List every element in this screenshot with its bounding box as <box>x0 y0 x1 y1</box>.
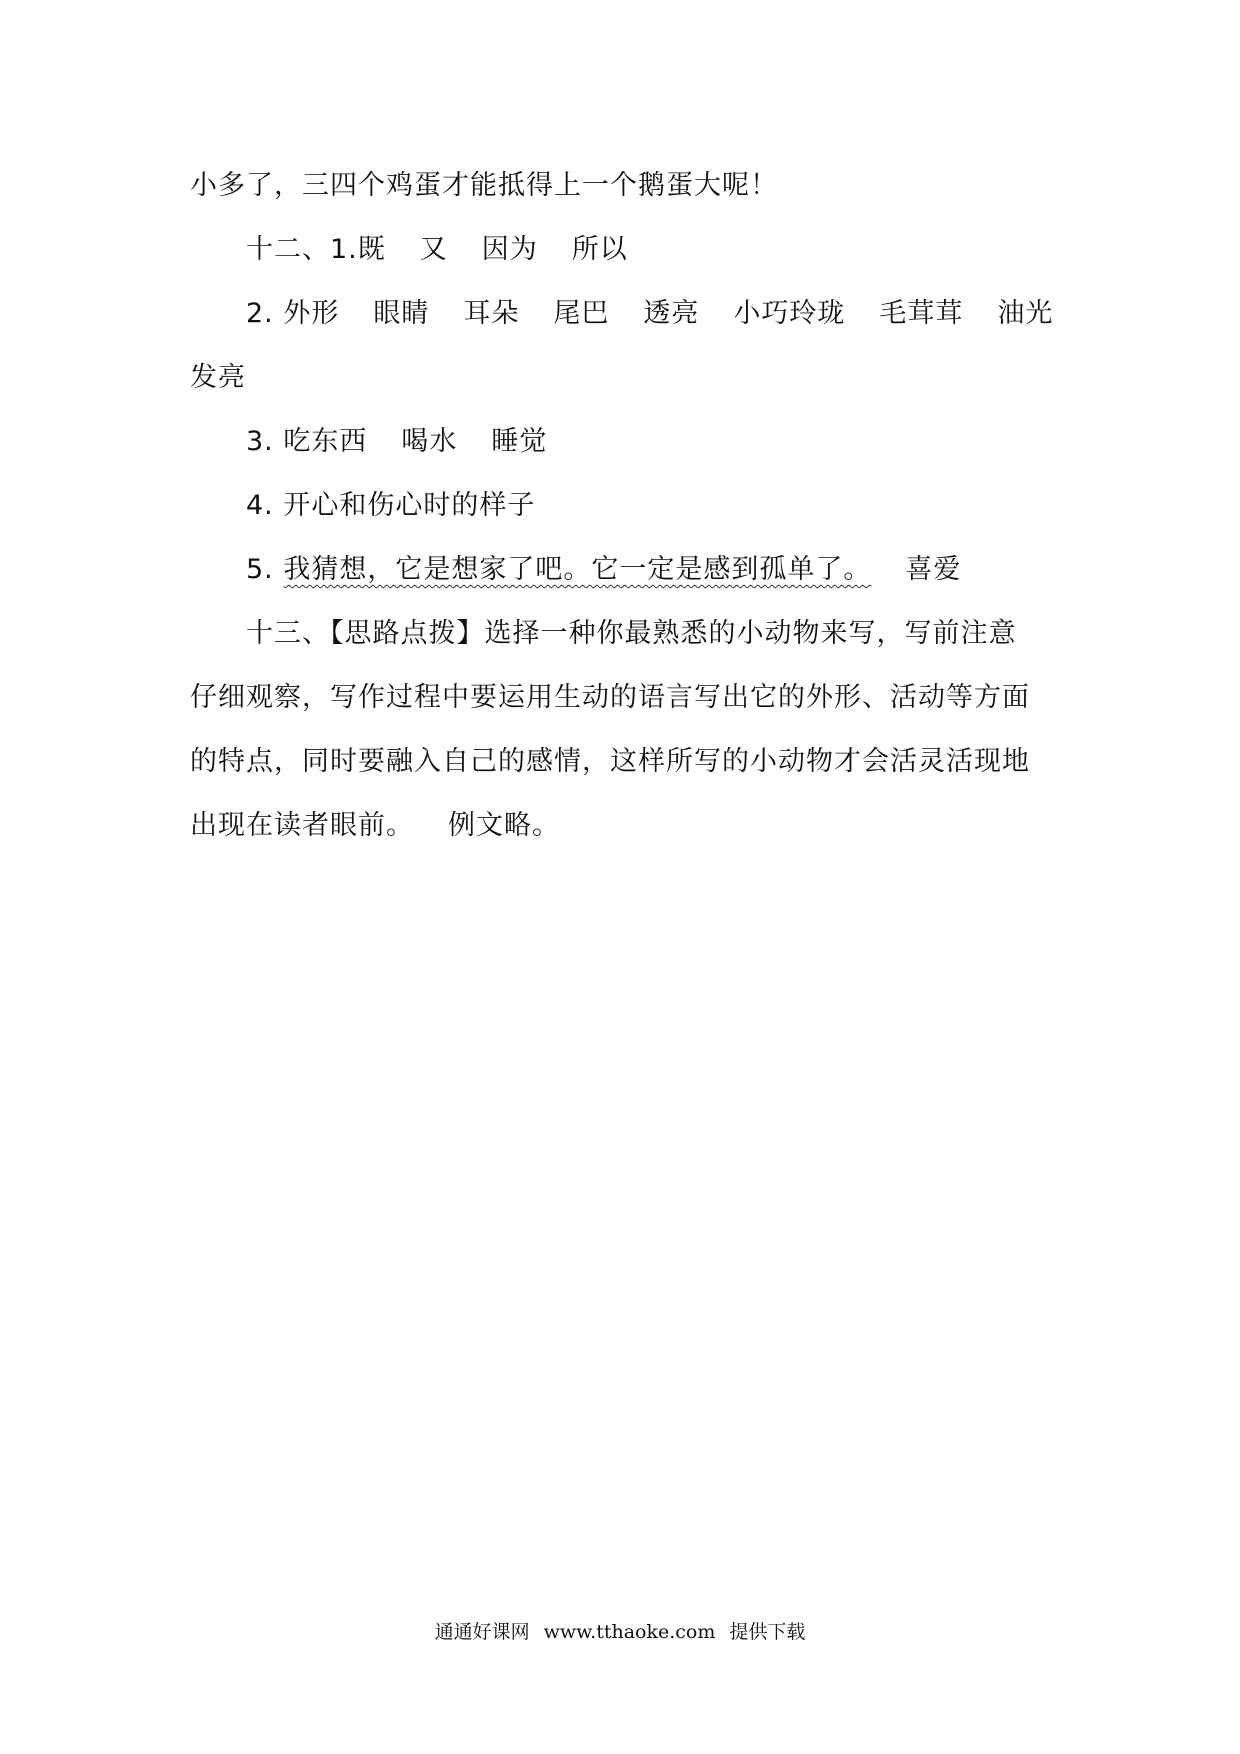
footer-suffix: 提供下载 <box>729 1621 806 1643</box>
section13-note: 例文略。 <box>448 810 560 841</box>
q12-2-item: 尾巴 <box>553 298 610 329</box>
q12-2-number: 2. <box>246 298 274 329</box>
page-footer <box>0 1618 1240 1646</box>
footer-url[interactable]: www.tthaoke.com <box>543 1621 716 1643</box>
q12-1-item: 又 <box>419 234 448 265</box>
q12-2-item: 小巧玲珑 <box>733 298 846 329</box>
q12-2-wrap: 发亮 <box>190 362 246 393</box>
q12-2-item: 毛茸茸 <box>879 298 964 329</box>
q12-5-underlined-sentence: 我猜想，它是想家了吧。它一定是感到孤单了。 <box>283 554 872 585</box>
q12-1-prefix: 十二、1.既 <box>246 234 386 265</box>
q12-1-item: 因为 <box>481 234 538 265</box>
q12-2-item: 油光 <box>997 298 1054 329</box>
section13-line-3: 的特点，同时要融入自己的感情，这样所写的小动物才会活灵活现地 <box>190 746 1030 777</box>
continuation-line: 小多了，三四个鸡蛋才能抵得上一个鹅蛋大呢！ <box>190 170 778 201</box>
section13-last-line: 出现在读者眼前。 <box>190 810 414 841</box>
q12-1-line <box>246 230 628 270</box>
q12-2-item: 外形 <box>283 298 340 329</box>
footer-site-name: 通通好课网 <box>434 1621 530 1643</box>
section13-line-1: 十三、【思路点拨】选择一种你最熟悉的小动物来写，写前注意 <box>246 618 1017 649</box>
q12-4-number: 4. <box>246 490 274 521</box>
section13-line-2: 仔细观察，写作过程中要运用生动的语言写出它的外形、活动等方面 <box>190 682 1030 713</box>
q12-2-item: 眼睛 <box>373 298 430 329</box>
q12-3-item: 睡觉 <box>491 426 548 457</box>
q12-3-number: 3. <box>246 426 274 457</box>
q12-4-line <box>246 486 535 526</box>
q12-2-line <box>246 294 1053 334</box>
q12-5-answer: 喜爱 <box>905 554 962 585</box>
q12-2-item: 透亮 <box>643 298 700 329</box>
q12-5-line <box>246 550 961 590</box>
q12-4-text: 开心和伤心时的样子 <box>283 490 536 521</box>
q12-1-item: 所以 <box>571 234 628 265</box>
q12-3-item: 喝水 <box>401 426 458 457</box>
q12-3-line <box>246 422 547 462</box>
q12-5-number: 5. <box>246 554 274 585</box>
q12-3-item: 吃东西 <box>283 426 368 457</box>
q12-2-item: 耳朵 <box>463 298 520 329</box>
section13-line-4 <box>190 806 560 846</box>
